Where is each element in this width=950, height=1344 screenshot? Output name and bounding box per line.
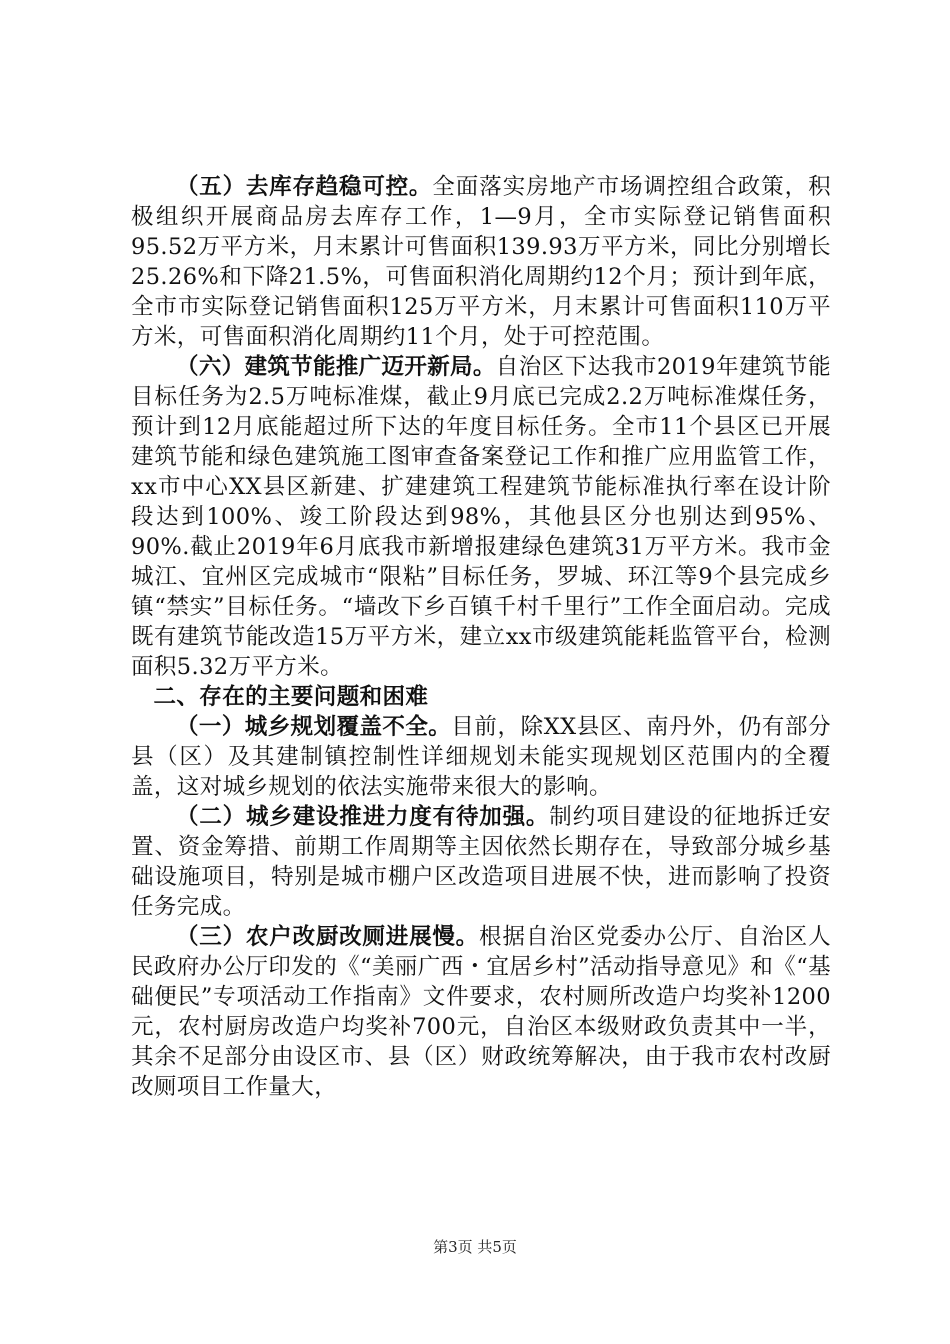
- paragraph-heading: （六）建筑节能推广迈开新局。: [176, 354, 496, 380]
- page-number-footer: 第3页 共5页: [433, 1238, 517, 1256]
- paragraph-construction-progress: [131, 802, 831, 922]
- paragraph-text: 制约项目建设的征地拆迁安置、资金筹措、前期工作周期等主因依然长期存在，导致部分城乡基础设施项目，特别是城市棚户区改造项目进展不快，进而影响了投资任务完成。: [131, 804, 831, 920]
- paragraph-heading: （三）农户改厨改厕进展慢。: [176, 924, 479, 950]
- section-title: 二、存在的主要问题和困难: [153, 684, 429, 710]
- paragraph-text: 目前，除XX县区、南丹外，仍有部分县（区）及其建制镇控制性详细规划未能实现规划区范围内的全覆盖，这对城乡规划的依法实施带来很大的影响。: [131, 714, 831, 800]
- paragraph-inventory: [131, 172, 831, 352]
- paragraph-heading: （五）去库存趋稳可控。: [176, 174, 433, 200]
- paragraph-planning-coverage: [131, 712, 831, 802]
- paragraph-text: 根据自治区党委办公厅、自治区人民政府办公厅印发的《“美丽广西・宜居乡村”活动指导意见》和《“基础便民”专项活动工作指南》文件要求，农村厕所改造户均奖补1200元，农村厨房改造户均奖补700元，自治区本级财政负责其中一半，其余不足部分由设区市、县（区）财政统筹解决，由于我市农村改厨改厕项目工作量大，: [131, 924, 831, 1100]
- paragraph-energy-saving: [131, 352, 831, 682]
- paragraph-heading: （二）城乡建设推进力度有待加强。: [176, 804, 550, 830]
- paragraph-text: 全面落实房地产市场调控组合政策，积极组织开展商品房去库存工作，1—9月，全市实际登记销售面积95.52万平方米，月末累计可售面积139.93万平方米，同比分别增长25.26%和下降21.5%，可售面积消化周期约12个月；预计到年底，全市市实际登记销售面积125万平方米，月末累计可售面积110万平方米，可售面积消化周期约11个月，处于可控范围。: [131, 174, 831, 350]
- paragraph-text: 自治区下达我市2019年建筑节能目标任务为2.5万吨标准煤，截止9月底已完成2.2万吨标准煤任务，预计到12月底能超过所下达的年度目标任务。全市11个县区已开展建筑节能和绿色建筑施工图审查备案登记工作和推广应用监管工作，xx市中心XX县区新建、扩建建筑工程建筑节能标准执行率在设计阶段达到100%、竣工阶段达到98%，其他县区分也别达到95%、90%.截止2019年6月底我市新增报建绿色建筑31万平方米。我市金城江、宜州区完成城市“限粘”目标任务，罗城、环江等9个县完成乡镇“禁实”目标任务。“墙改下乡百镇千村千里行”工作全面启动。完成既有建筑节能改造15万平方米，建立xx市级建筑能耗监管平台，检测面积5.32万平方米。: [131, 354, 831, 680]
- paragraph-kitchen-toilet-renovation: [131, 922, 831, 1102]
- document-body: [131, 172, 831, 1102]
- paragraph-heading: （一）城乡规划覆盖不全。: [176, 714, 452, 740]
